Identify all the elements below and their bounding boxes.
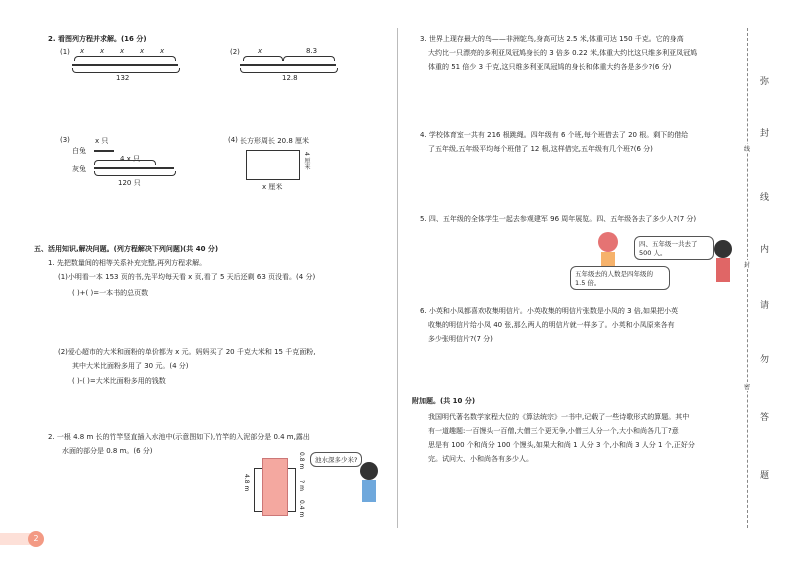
seal-char-8: 题 <box>760 471 770 481</box>
fig1-bottom-brace <box>72 68 180 73</box>
pool-bubble: 池水深多少米? <box>310 452 362 467</box>
fig3-bottom-brace <box>94 171 176 176</box>
q3-line3: 体重的 51 倍少 3 千克,这只维多利亚凤冠鸠的身长和体重大约各是多少?(6 分) <box>428 63 672 71</box>
fig3-gray-bar <box>94 167 174 169</box>
fig2-bottom-brace <box>240 68 338 73</box>
fig3-gray: 灰兔 <box>72 165 86 173</box>
q4-line1: 4. 学校体育室一共有 216 根跳绳。四年级有 6 个班,每个班借去了 20 根。剩下的借给 <box>420 131 689 139</box>
fig3-x-label: x 只 <box>95 137 109 145</box>
fig3-times: 4 x 只 <box>120 155 141 163</box>
sec5-title: 五、活用知识,解决问题。(列方程解决下列问题)(共 40 分) <box>34 245 219 253</box>
pole-top: 0.8 m <box>298 452 305 470</box>
bonus-line2: 有一道趣题:一百馒头一百僧,大僧三个更无争,小僧三人分一个,大小和尚各几丁?意 <box>428 427 679 435</box>
fig1-x-2: x <box>100 47 105 55</box>
sec5-q2-t1: 2. 一根 4.8 m 长的竹竿竖直插入水池中(示意图如下),竹竿的入泥部分是 0.4 m,露出 <box>48 433 310 441</box>
page-number-bar <box>0 533 30 545</box>
fig3-gray-brace <box>94 160 156 165</box>
sec5-q2-t2: 水面的部分是 0.8 m。(6 分) <box>62 447 153 455</box>
pole-mid: ? m <box>298 480 305 491</box>
fig4-caption: 长方形周长 20.8 厘米 <box>240 137 310 145</box>
seal-char-4: 内 <box>760 245 770 255</box>
fig2-top-brace-left <box>243 56 283 61</box>
seal-char-1: 弥 <box>760 77 770 87</box>
fig1-top-brace <box>74 56 176 61</box>
q3-line1: 3. 世界上现存最大的鸟——非洲鸵鸟,身高可达 2.5 米,体重可达 150 千克。它的身高 <box>420 35 684 43</box>
bonus-line4: 完。试问大、小和尚各有多少人。 <box>428 455 533 463</box>
bonus-line3: 思是有 100 个和尚分 100 个馒头,如果大和尚 1 人分 3 个,小和尚 3 人分 1 个,正好分 <box>428 441 695 449</box>
seal-small-3: 密 <box>744 384 751 391</box>
fig1-x-5: x <box>160 47 165 55</box>
fig2-x: x <box>258 47 263 55</box>
page-number: 2 <box>28 531 44 547</box>
column-divider <box>397 28 398 528</box>
seal-char-2: 封 <box>760 129 770 139</box>
q5-bubble-2: 五年级去的人数是四年级的 1.5 倍。 <box>570 266 670 290</box>
sec5-q1-b2: 其中大米比面粉多用了 30 元。(4 分) <box>72 362 189 370</box>
fig4-rectangle <box>246 150 300 180</box>
fig1-x-4: x <box>140 47 145 55</box>
sec5-q1-b1: (2)爱心超市的大米和面粉的单价都为 x 元。妈妈买了 20 千克大米和 15 千克面粉, <box>58 348 316 356</box>
fig4-bottom: x 厘米 <box>262 183 283 191</box>
bamboo-pole <box>262 458 288 516</box>
fig1-x-3: x <box>120 47 125 55</box>
q3-line2: 大约比一只漂亮的多利亚凤冠鸠身长的 3 倍多 0.22 米,体重大约比这只维多利亚凤冠鸠 <box>428 49 698 57</box>
fig4-side: 4 厘米 <box>303 152 310 170</box>
seal-char-3: 线 <box>760 193 770 203</box>
seal-char-5: 请 <box>760 301 770 311</box>
girl-body-right <box>716 258 730 282</box>
q6-line1: 6. 小英和小凤都喜欢收集明信片。小英收集的明信片张数是小凤的 3 倍,如果把小英 <box>420 307 679 315</box>
q4-line2: 了五年级,五年级平均每个班借了 12 根,这样借完,五年级有几个班?(6 分) <box>428 145 653 153</box>
boy-figure <box>360 462 378 480</box>
q6-line3: 多少张明信片?(7 分) <box>428 335 493 343</box>
fig1-total: 132 <box>116 74 130 82</box>
fig2-bar <box>240 64 336 66</box>
q2-title: 2. 看图列方程并求解。(16 分) <box>48 35 147 43</box>
seal-small-2: 封 <box>744 262 751 269</box>
q5-line1: 5. 四、五年级的全体学生一起去参观建军 96 周年展览。四、五年级各去了多少人?(7 分) <box>420 215 697 223</box>
fig3-white: 白兔 <box>72 147 86 155</box>
seal-line <box>747 28 748 528</box>
seal-small-1: 线 <box>744 146 751 153</box>
fig2-top-brace-right <box>283 56 335 61</box>
fig2-label: (2) <box>230 48 240 56</box>
pole-bottom: 0.4 m <box>298 500 305 518</box>
fig1-x-1: x <box>80 47 85 55</box>
girl-figure-left <box>598 232 618 252</box>
sec5-q1-a: (1)小明看一本 153 页的书,先平均每天看 x 页,看了 5 天后还剩 63 页没看。(4 分) <box>58 273 316 281</box>
sec5-q1-a-blank: ( )+( )=一本书的总页数 <box>72 289 149 297</box>
pole-height: 4.8 m <box>243 474 250 492</box>
fig3-total: 120 只 <box>118 179 141 187</box>
seal-char-7: 答 <box>760 413 770 423</box>
fig2-val: 8.3 <box>306 47 318 55</box>
fig1-bar <box>72 64 178 66</box>
q5-bubble-1: 四、五年级一共去了 500 人。 <box>634 236 714 260</box>
fig4-label: (4) <box>228 136 238 144</box>
sec5-q1-b-blank: ( )-( )=大米比面粉多用的钱数 <box>72 377 166 385</box>
boy-body <box>362 480 376 502</box>
bonus-line1: 我国明代著名数学家程大位的《算法统宗》一书中,记载了一些诗歌形式的算题。其中 <box>428 413 690 421</box>
seal-char-6: 勿 <box>760 355 770 365</box>
fig3-label: (3) <box>60 136 70 144</box>
fig2-total: 12.8 <box>282 74 298 82</box>
bonus-title: 附加题。(共 10 分) <box>412 397 476 405</box>
fig3-white-bar <box>94 150 114 152</box>
q6-line2: 收集的明信片给小凤 40 张,那么两人的明信片就一样多了。小英和小凤原来各有 <box>428 321 675 329</box>
girl-figure-right <box>714 240 732 258</box>
sec5-q1-title: 1. 先把数量间的相等关系补充完整,再列方程求解。 <box>48 259 207 267</box>
fig1-label: (1) <box>60 48 70 56</box>
